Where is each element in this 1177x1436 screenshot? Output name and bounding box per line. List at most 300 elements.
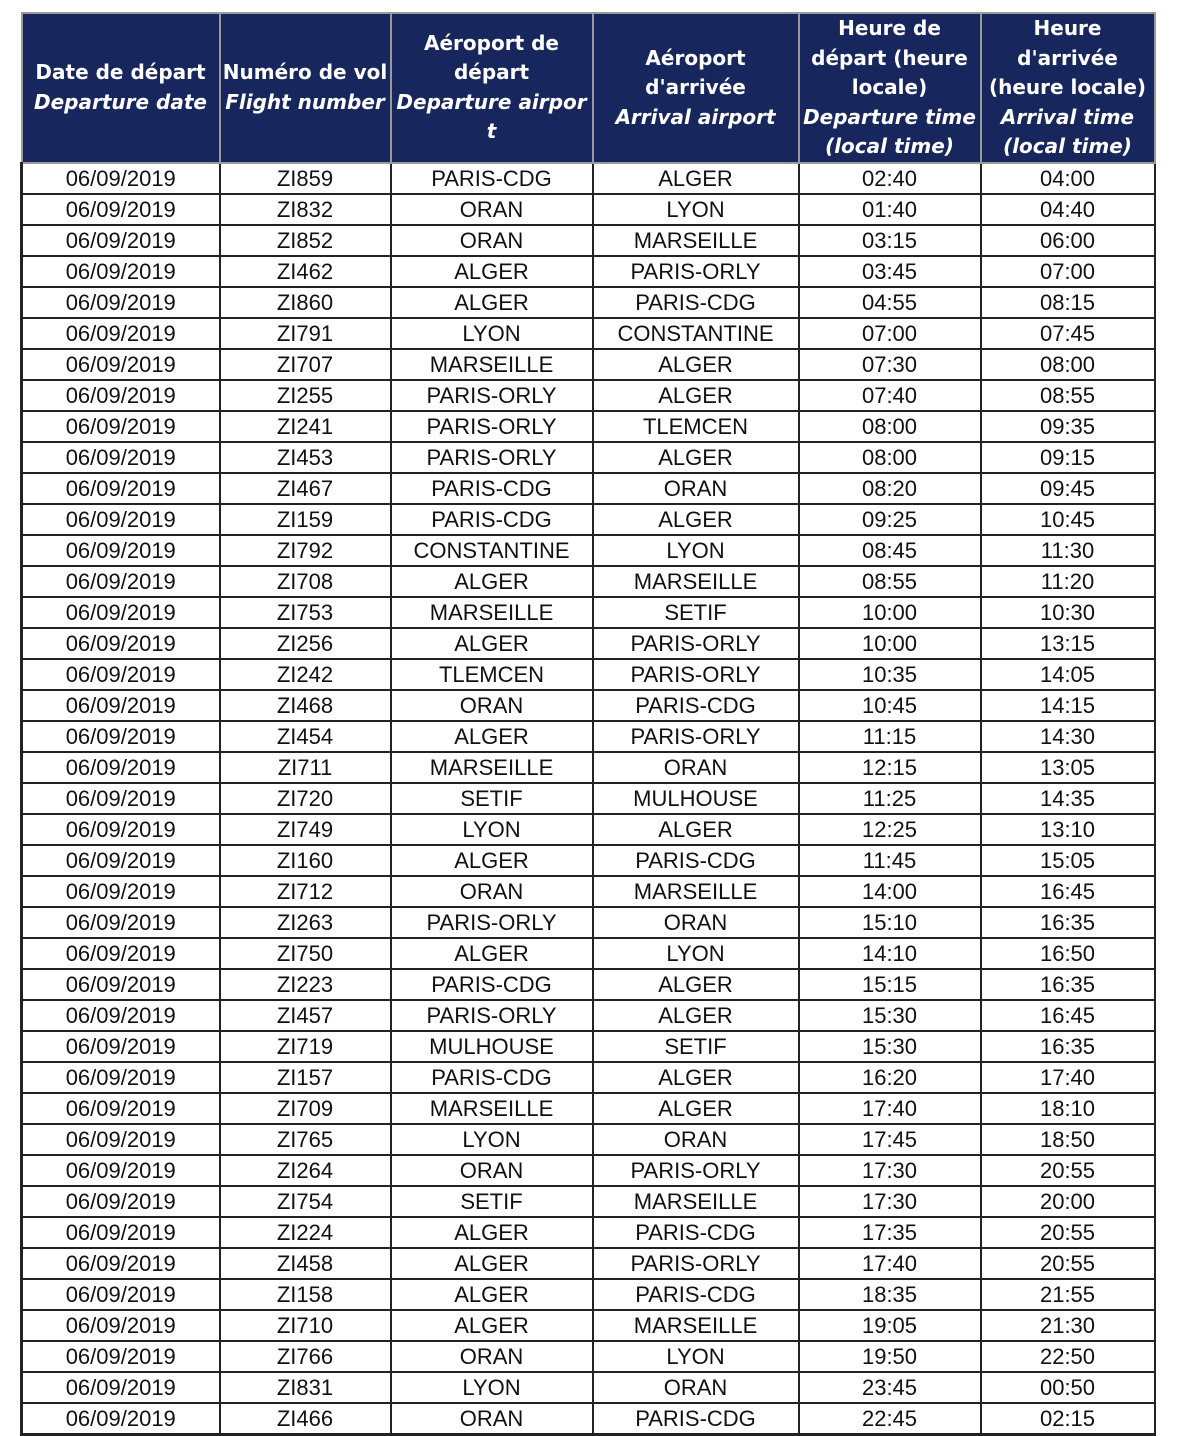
arrival-airport-cell: MARSEILLE — [593, 566, 799, 597]
departure-airport-cell: ALGER — [391, 845, 593, 876]
table-row — [22, 473, 1155, 504]
departure-time-cell: 15:15 — [799, 969, 981, 1000]
departure-date-cell: 06/09/2019 — [22, 287, 220, 318]
table-row — [22, 380, 1155, 411]
flight-number-cell: ZI765 — [220, 1124, 391, 1155]
arrival-time-cell: 16:45 — [981, 1000, 1155, 1031]
departure-airport-cell: LYON — [391, 1124, 593, 1155]
departure-time-cell: 07:00 — [799, 318, 981, 349]
departure-date-cell: 06/09/2019 — [22, 442, 220, 473]
table-row — [22, 287, 1155, 318]
arrival-time-cell: 09:15 — [981, 442, 1155, 473]
departure-time-cell: 07:40 — [799, 380, 981, 411]
table-row — [22, 318, 1155, 349]
table-row — [22, 659, 1155, 690]
arrival-airport-cell: PARIS-CDG — [593, 1403, 799, 1435]
departure-airport-cell: ALGER — [391, 287, 593, 318]
table-row — [22, 1124, 1155, 1155]
table-row — [22, 1372, 1155, 1403]
departure-airport-cell: ALGER — [391, 1279, 593, 1310]
arrival-airport-cell: PARIS-CDG — [593, 1217, 799, 1248]
departure-date-cell: 06/09/2019 — [22, 1155, 220, 1186]
table-row — [22, 752, 1155, 783]
arrival-airport-cell: MULHOUSE — [593, 783, 799, 814]
table-row — [22, 194, 1155, 225]
arrival-airport-cell: PARIS-ORLY — [593, 1248, 799, 1279]
table-row — [22, 969, 1155, 1000]
flight-number-cell: ZI750 — [220, 938, 391, 969]
departure-date-cell: 06/09/2019 — [22, 628, 220, 659]
flight-number-cell: ZI223 — [220, 969, 391, 1000]
departure-time-cell: 01:40 — [799, 194, 981, 225]
col-header-arrival-airport — [593, 13, 799, 163]
table-header — [22, 13, 1155, 163]
departure-airport-cell: ORAN — [391, 1403, 593, 1435]
arrival-airport-cell: MARSEILLE — [593, 876, 799, 907]
flight-schedule-sheet — [20, 12, 1153, 1436]
departure-time-cell: 10:00 — [799, 628, 981, 659]
departure-date-cell: 06/09/2019 — [22, 907, 220, 938]
arrival-time-cell: 11:30 — [981, 535, 1155, 566]
departure-airport-cell: ALGER — [391, 256, 593, 287]
table-row — [22, 1062, 1155, 1093]
flight-number-cell: ZI157 — [220, 1062, 391, 1093]
arrival-airport-cell: SETIF — [593, 597, 799, 628]
departure-date-cell: 06/09/2019 — [22, 690, 220, 721]
departure-time-cell: 10:35 — [799, 659, 981, 690]
departure-airport-cell: MARSEILLE — [391, 349, 593, 380]
flight-number-cell: ZI707 — [220, 349, 391, 380]
departure-date-cell: 06/09/2019 — [22, 783, 220, 814]
departure-date-cell: 06/09/2019 — [22, 876, 220, 907]
flight-number-cell: ZI852 — [220, 225, 391, 256]
departure-date-cell: 06/09/2019 — [22, 597, 220, 628]
departure-time-cell: 15:30 — [799, 1000, 981, 1031]
flight-number-cell: ZI462 — [220, 256, 391, 287]
departure-airport-cell: SETIF — [391, 783, 593, 814]
arrival-airport-cell: ALGER — [593, 349, 799, 380]
departure-airport-cell: ALGER — [391, 721, 593, 752]
arrival-airport-cell: PARIS-CDG — [593, 845, 799, 876]
table-row — [22, 783, 1155, 814]
arrival-airport-cell: MARSEILLE — [593, 1186, 799, 1217]
col-header-en: Departure date — [34, 89, 207, 114]
departure-date-cell: 06/09/2019 — [22, 1403, 220, 1435]
arrival-airport-cell: PARIS-CDG — [593, 1279, 799, 1310]
col-header-en: Flight number — [225, 89, 385, 114]
table-row — [22, 907, 1155, 938]
flight-schedule-table — [20, 12, 1156, 1436]
col-header-en: Arrival time (local time) — [1000, 104, 1135, 158]
departure-date-cell: 06/09/2019 — [22, 535, 220, 566]
departure-time-cell: 14:10 — [799, 938, 981, 969]
departure-date-cell: 06/09/2019 — [22, 1093, 220, 1124]
departure-time-cell: 19:05 — [799, 1310, 981, 1341]
arrival-time-cell: 16:50 — [981, 938, 1155, 969]
flight-number-cell: ZI766 — [220, 1341, 391, 1372]
departure-airport-cell: PARIS-CDG — [391, 473, 593, 504]
departure-date-cell: 06/09/2019 — [22, 1217, 220, 1248]
departure-time-cell: 08:45 — [799, 535, 981, 566]
departure-airport-cell: PARIS-ORLY — [391, 907, 593, 938]
arrival-airport-cell: PARIS-ORLY — [593, 659, 799, 690]
flight-number-cell: ZI467 — [220, 473, 391, 504]
arrival-airport-cell: SETIF — [593, 1031, 799, 1062]
col-header-en: Departure time (local time) — [803, 104, 976, 158]
departure-time-cell: 10:00 — [799, 597, 981, 628]
departure-time-cell: 11:45 — [799, 845, 981, 876]
arrival-airport-cell: ALGER — [593, 380, 799, 411]
arrival-time-cell: 04:00 — [981, 163, 1155, 194]
departure-date-cell: 06/09/2019 — [22, 1372, 220, 1403]
flight-number-cell: ZI753 — [220, 597, 391, 628]
departure-date-cell: 06/09/2019 — [22, 1031, 220, 1062]
departure-airport-cell: ALGER — [391, 566, 593, 597]
departure-airport-cell: TLEMCEN — [391, 659, 593, 690]
arrival-time-cell: 02:15 — [981, 1403, 1155, 1435]
departure-time-cell: 07:30 — [799, 349, 981, 380]
arrival-time-cell: 06:00 — [981, 225, 1155, 256]
departure-airport-cell: MARSEILLE — [391, 597, 593, 628]
departure-date-cell: 06/09/2019 — [22, 845, 220, 876]
departure-time-cell: 10:45 — [799, 690, 981, 721]
arrival-time-cell: 09:45 — [981, 473, 1155, 504]
departure-date-cell: 06/09/2019 — [22, 256, 220, 287]
flight-number-cell: ZI160 — [220, 845, 391, 876]
arrival-time-cell: 04:40 — [981, 194, 1155, 225]
departure-airport-cell: PARIS-ORLY — [391, 411, 593, 442]
arrival-time-cell: 11:20 — [981, 566, 1155, 597]
departure-date-cell: 06/09/2019 — [22, 349, 220, 380]
arrival-time-cell: 18:50 — [981, 1124, 1155, 1155]
arrival-time-cell: 14:05 — [981, 659, 1155, 690]
flight-number-cell: ZI791 — [220, 318, 391, 349]
departure-date-cell: 06/09/2019 — [22, 163, 220, 194]
table-row — [22, 628, 1155, 659]
departure-airport-cell: MULHOUSE — [391, 1031, 593, 1062]
arrival-airport-cell: ALGER — [593, 504, 799, 535]
departure-time-cell: 17:30 — [799, 1155, 981, 1186]
flight-number-cell: ZI720 — [220, 783, 391, 814]
departure-date-cell: 06/09/2019 — [22, 1062, 220, 1093]
departure-date-cell: 06/09/2019 — [22, 1124, 220, 1155]
departure-airport-cell: MARSEILLE — [391, 1093, 593, 1124]
arrival-airport-cell: ORAN — [593, 1372, 799, 1403]
departure-date-cell: 06/09/2019 — [22, 1341, 220, 1372]
departure-time-cell: 18:35 — [799, 1279, 981, 1310]
arrival-time-cell: 16:45 — [981, 876, 1155, 907]
departure-airport-cell: LYON — [391, 814, 593, 845]
arrival-time-cell: 22:50 — [981, 1341, 1155, 1372]
departure-date-cell: 06/09/2019 — [22, 721, 220, 752]
departure-airport-cell: ORAN — [391, 876, 593, 907]
flight-number-cell: ZI859 — [220, 163, 391, 194]
arrival-airport-cell: MARSEILLE — [593, 225, 799, 256]
departure-airport-cell: ORAN — [391, 225, 593, 256]
arrival-airport-cell: PARIS-ORLY — [593, 628, 799, 659]
departure-date-cell: 06/09/2019 — [22, 225, 220, 256]
table-row — [22, 938, 1155, 969]
arrival-airport-cell: ALGER — [593, 814, 799, 845]
flight-number-cell: ZI754 — [220, 1186, 391, 1217]
departure-airport-cell: PARIS-CDG — [391, 504, 593, 535]
col-header-departure-date — [22, 13, 220, 163]
arrival-time-cell: 15:05 — [981, 845, 1155, 876]
departure-time-cell: 08:00 — [799, 411, 981, 442]
arrival-time-cell: 20:00 — [981, 1186, 1155, 1217]
departure-time-cell: 15:30 — [799, 1031, 981, 1062]
flight-number-cell: ZI457 — [220, 1000, 391, 1031]
departure-time-cell: 08:55 — [799, 566, 981, 597]
table-row — [22, 721, 1155, 752]
table-row — [22, 1310, 1155, 1341]
departure-time-cell: 17:30 — [799, 1186, 981, 1217]
table-row — [22, 1341, 1155, 1372]
table-row — [22, 597, 1155, 628]
departure-date-cell: 06/09/2019 — [22, 411, 220, 442]
arrival-airport-cell: LYON — [593, 1341, 799, 1372]
arrival-airport-cell: PARIS-ORLY — [593, 721, 799, 752]
arrival-airport-cell: CONSTANTINE — [593, 318, 799, 349]
arrival-airport-cell: LYON — [593, 535, 799, 566]
departure-airport-cell: LYON — [391, 1372, 593, 1403]
flight-number-cell: ZI792 — [220, 535, 391, 566]
departure-time-cell: 19:50 — [799, 1341, 981, 1372]
departure-airport-cell: PARIS-ORLY — [391, 1000, 593, 1031]
departure-date-cell: 06/09/2019 — [22, 380, 220, 411]
arrival-time-cell: 20:55 — [981, 1155, 1155, 1186]
departure-airport-cell: ALGER — [391, 938, 593, 969]
departure-date-cell: 06/09/2019 — [22, 318, 220, 349]
departure-time-cell: 15:10 — [799, 907, 981, 938]
departure-date-cell: 06/09/2019 — [22, 814, 220, 845]
flight-number-cell: ZI454 — [220, 721, 391, 752]
table-row — [22, 1403, 1155, 1435]
flight-number-cell: ZI712 — [220, 876, 391, 907]
departure-date-cell: 06/09/2019 — [22, 1186, 220, 1217]
departure-date-cell: 06/09/2019 — [22, 1279, 220, 1310]
table-row — [22, 1217, 1155, 1248]
departure-airport-cell: ALGER — [391, 1310, 593, 1341]
flight-number-cell: ZI453 — [220, 442, 391, 473]
table-row — [22, 411, 1155, 442]
table-row — [22, 814, 1155, 845]
table-row — [22, 225, 1155, 256]
flight-number-cell: ZI468 — [220, 690, 391, 721]
flight-number-cell: ZI711 — [220, 752, 391, 783]
departure-time-cell: 17:40 — [799, 1248, 981, 1279]
arrival-airport-cell: ORAN — [593, 907, 799, 938]
departure-airport-cell: PARIS-ORLY — [391, 442, 593, 473]
departure-date-cell: 06/09/2019 — [22, 504, 220, 535]
col-header-fr: Date de départ — [35, 60, 206, 85]
departure-time-cell: 16:20 — [799, 1062, 981, 1093]
col-header-fr: Aéroport de départ — [424, 30, 559, 85]
departure-time-cell: 23:45 — [799, 1372, 981, 1403]
departure-airport-cell: ALGER — [391, 1248, 593, 1279]
table-row — [22, 1000, 1155, 1031]
flight-number-cell: ZI224 — [220, 1217, 391, 1248]
departure-date-cell: 06/09/2019 — [22, 566, 220, 597]
col-header-arrival-time — [981, 13, 1155, 163]
arrival-time-cell: 21:55 — [981, 1279, 1155, 1310]
flight-number-cell: ZI159 — [220, 504, 391, 535]
departure-date-cell: 06/09/2019 — [22, 1248, 220, 1279]
flight-number-cell: ZI158 — [220, 1279, 391, 1310]
flight-number-cell: ZI256 — [220, 628, 391, 659]
departure-airport-cell: PARIS-CDG — [391, 969, 593, 1000]
table-row — [22, 1093, 1155, 1124]
arrival-time-cell: 16:35 — [981, 969, 1155, 1000]
arrival-time-cell: 08:00 — [981, 349, 1155, 380]
table-row — [22, 690, 1155, 721]
flight-number-cell: ZI749 — [220, 814, 391, 845]
departure-time-cell: 11:25 — [799, 783, 981, 814]
departure-time-cell: 04:55 — [799, 287, 981, 318]
arrival-airport-cell: MARSEILLE — [593, 1310, 799, 1341]
departure-date-cell: 06/09/2019 — [22, 659, 220, 690]
flight-number-cell: ZI241 — [220, 411, 391, 442]
arrival-time-cell: 09:35 — [981, 411, 1155, 442]
arrival-time-cell: 08:55 — [981, 380, 1155, 411]
departure-time-cell: 17:45 — [799, 1124, 981, 1155]
departure-airport-cell: ORAN — [391, 194, 593, 225]
departure-airport-cell: ALGER — [391, 1217, 593, 1248]
arrival-airport-cell: ALGER — [593, 1062, 799, 1093]
departure-time-cell: 12:25 — [799, 814, 981, 845]
arrival-time-cell: 17:40 — [981, 1062, 1155, 1093]
arrival-time-cell: 13:10 — [981, 814, 1155, 845]
departure-airport-cell: CONSTANTINE — [391, 535, 593, 566]
arrival-airport-cell: ALGER — [593, 1000, 799, 1031]
departure-airport-cell: SETIF — [391, 1186, 593, 1217]
arrival-time-cell: 10:30 — [981, 597, 1155, 628]
departure-date-cell: 06/09/2019 — [22, 752, 220, 783]
departure-time-cell: 09:25 — [799, 504, 981, 535]
departure-time-cell: 12:15 — [799, 752, 981, 783]
col-header-fr: Aéroport d'arrivée — [645, 45, 746, 99]
departure-airport-cell: LYON — [391, 318, 593, 349]
departure-date-cell: 06/09/2019 — [22, 1000, 220, 1031]
departure-date-cell: 06/09/2019 — [22, 938, 220, 969]
departure-time-cell: 22:45 — [799, 1403, 981, 1435]
arrival-time-cell: 21:30 — [981, 1310, 1155, 1341]
arrival-airport-cell: ALGER — [593, 1093, 799, 1124]
table-row — [22, 442, 1155, 473]
table-row — [22, 1248, 1155, 1279]
departure-time-cell: 02:40 — [799, 163, 981, 194]
departure-airport-cell: ALGER — [391, 628, 593, 659]
flight-number-cell: ZI708 — [220, 566, 391, 597]
flight-number-cell: ZI860 — [220, 287, 391, 318]
table-row — [22, 1031, 1155, 1062]
col-header-fr: Numéro de vol — [222, 60, 388, 85]
flight-number-cell: ZI832 — [220, 194, 391, 225]
arrival-time-cell: 20:55 — [981, 1217, 1155, 1248]
flight-number-cell: ZI263 — [220, 907, 391, 938]
departure-date-cell: 06/09/2019 — [22, 473, 220, 504]
departure-date-cell: 06/09/2019 — [22, 194, 220, 225]
departure-date-cell: 06/09/2019 — [22, 969, 220, 1000]
departure-time-cell: 17:40 — [799, 1093, 981, 1124]
arrival-airport-cell: LYON — [593, 938, 799, 969]
table-row — [22, 504, 1155, 535]
arrival-airport-cell: ORAN — [593, 1124, 799, 1155]
col-header-flight-number — [220, 13, 391, 163]
table-row — [22, 1186, 1155, 1217]
arrival-time-cell: 16:35 — [981, 1031, 1155, 1062]
arrival-time-cell: 00:50 — [981, 1372, 1155, 1403]
departure-time-cell: 03:45 — [799, 256, 981, 287]
col-header-departure-time — [799, 13, 981, 163]
arrival-time-cell: 18:10 — [981, 1093, 1155, 1124]
arrival-airport-cell: ALGER — [593, 969, 799, 1000]
arrival-airport-cell: ORAN — [593, 752, 799, 783]
flight-number-cell: ZI710 — [220, 1310, 391, 1341]
header-row — [22, 13, 1155, 163]
table-row — [22, 256, 1155, 287]
departure-time-cell: 11:15 — [799, 721, 981, 752]
table-body — [22, 163, 1155, 1435]
col-header-en: Departure airpor t — [396, 89, 587, 144]
arrival-time-cell: 16:35 — [981, 907, 1155, 938]
departure-time-cell: 14:00 — [799, 876, 981, 907]
arrival-time-cell: 10:45 — [981, 504, 1155, 535]
table-row — [22, 349, 1155, 380]
col-header-fr: Heure de départ (heure locale) — [811, 16, 968, 99]
flight-number-cell: ZI466 — [220, 1403, 391, 1435]
arrival-airport-cell: PARIS-CDG — [593, 690, 799, 721]
col-header-fr: Heure d'arrivée (heure locale) — [988, 16, 1147, 99]
arrival-airport-cell: TLEMCEN — [593, 411, 799, 442]
departure-time-cell: 17:35 — [799, 1217, 981, 1248]
departure-airport-cell: ORAN — [391, 1341, 593, 1372]
table-row — [22, 845, 1155, 876]
arrival-time-cell: 14:15 — [981, 690, 1155, 721]
table-row — [22, 163, 1155, 194]
arrival-airport-cell: ALGER — [593, 442, 799, 473]
col-header-departure-airport — [391, 13, 593, 163]
flight-number-cell: ZI264 — [220, 1155, 391, 1186]
arrival-time-cell: 07:45 — [981, 318, 1155, 349]
arrival-airport-cell: PARIS-ORLY — [593, 1155, 799, 1186]
flight-number-cell: ZI709 — [220, 1093, 391, 1124]
departure-time-cell: 08:20 — [799, 473, 981, 504]
table-row — [22, 1155, 1155, 1186]
arrival-time-cell: 13:15 — [981, 628, 1155, 659]
departure-airport-cell: ORAN — [391, 1155, 593, 1186]
flight-number-cell: ZI719 — [220, 1031, 391, 1062]
arrival-airport-cell: PARIS-ORLY — [593, 256, 799, 287]
arrival-airport-cell: PARIS-CDG — [593, 287, 799, 318]
table-row — [22, 876, 1155, 907]
arrival-time-cell: 14:30 — [981, 721, 1155, 752]
departure-airport-cell: ORAN — [391, 690, 593, 721]
flight-number-cell: ZI831 — [220, 1372, 391, 1403]
flight-number-cell: ZI458 — [220, 1248, 391, 1279]
departure-date-cell: 06/09/2019 — [22, 1310, 220, 1341]
arrival-time-cell: 08:15 — [981, 287, 1155, 318]
table-row — [22, 566, 1155, 597]
arrival-airport-cell: ORAN — [593, 473, 799, 504]
departure-time-cell: 03:15 — [799, 225, 981, 256]
departure-airport-cell: PARIS-CDG — [391, 163, 593, 194]
arrival-time-cell: 13:05 — [981, 752, 1155, 783]
departure-airport-cell: MARSEILLE — [391, 752, 593, 783]
departure-time-cell: 08:00 — [799, 442, 981, 473]
table-row — [22, 535, 1155, 566]
arrival-airport-cell: LYON — [593, 194, 799, 225]
